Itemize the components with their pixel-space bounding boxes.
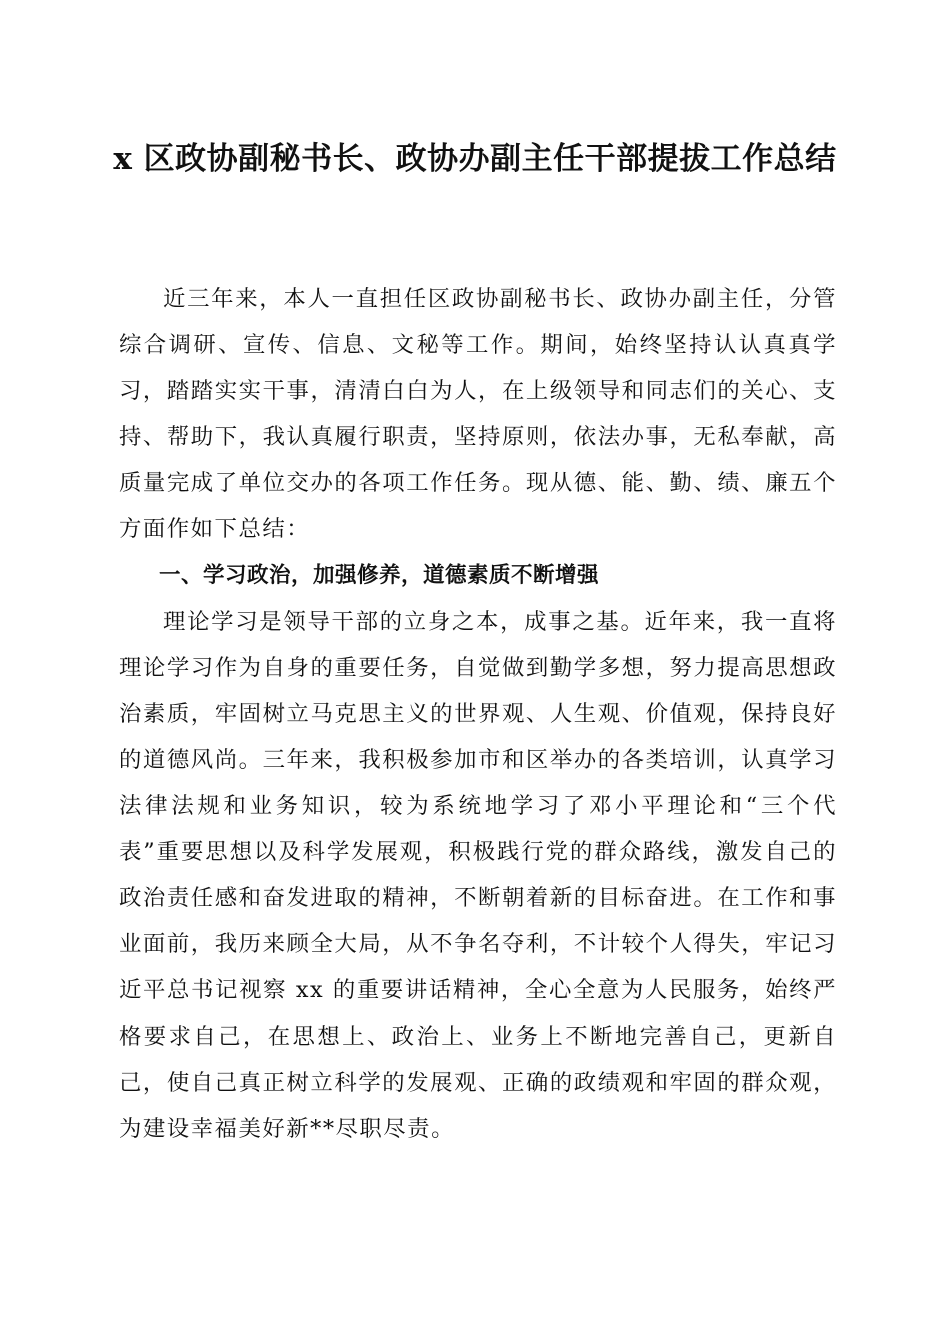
section-heading-1: 一、学习政治，加强修养，道德素质不断增强 bbox=[159, 562, 600, 588]
document-body bbox=[119, 276, 837, 1152]
intro-paragraph: 近三年来，本人一直担任区政协副秘书长、政协办副主任，分管综合调研、宣传、信息、文秘等工作。期间，始终坚持认认真真学习，踏踏实实干事，清清白白为人，在上级领导和同志们的关心、支持、帮助下，我认真履行职责，坚持原则，依法办事，无私奉献，高质量完成了单位交办的各项工作任务。现从德、能、勤、绩、廉五个方面作如下总结： bbox=[119, 286, 837, 543]
section-1-paragraph: 理论学习是领导干部的立身之本，成事之基。近年来，我一直将理论学习作为自身的重要任务，自觉做到勤学多想，努力提高思想政治素质，牢固树立马克思主义的世界观、人生观、价值观，保持良好的道德风尚。三年来，我积极参加市和区举办的各类培训，认真学习法律法规和业务知识，较为系统地学习了邓小平理论和“三个代表”重要思想以及科学发展观，积极践行党的群众路线，激发自己的政治责任感和奋发进取的精神，不断朝着新的目标奋进。在工作和事业面前，我历来顾全大局，从不争名夺利，不计较个人得失，牢记习近平总书记视察 xx 的重要讲话精神，全心全意为人民服务，始终严格要求自己，在思想上、政治上、业务上不断地完善自己，更新自己，使自己真正树立科学的发展观、正确的政绩观和牢固的群众观，为建设幸福美好新**尽职尽责。 bbox=[119, 608, 837, 1142]
document-title: x 区政协副秘书长、政协办副主任干部提拔工作总结 bbox=[113, 141, 837, 177]
